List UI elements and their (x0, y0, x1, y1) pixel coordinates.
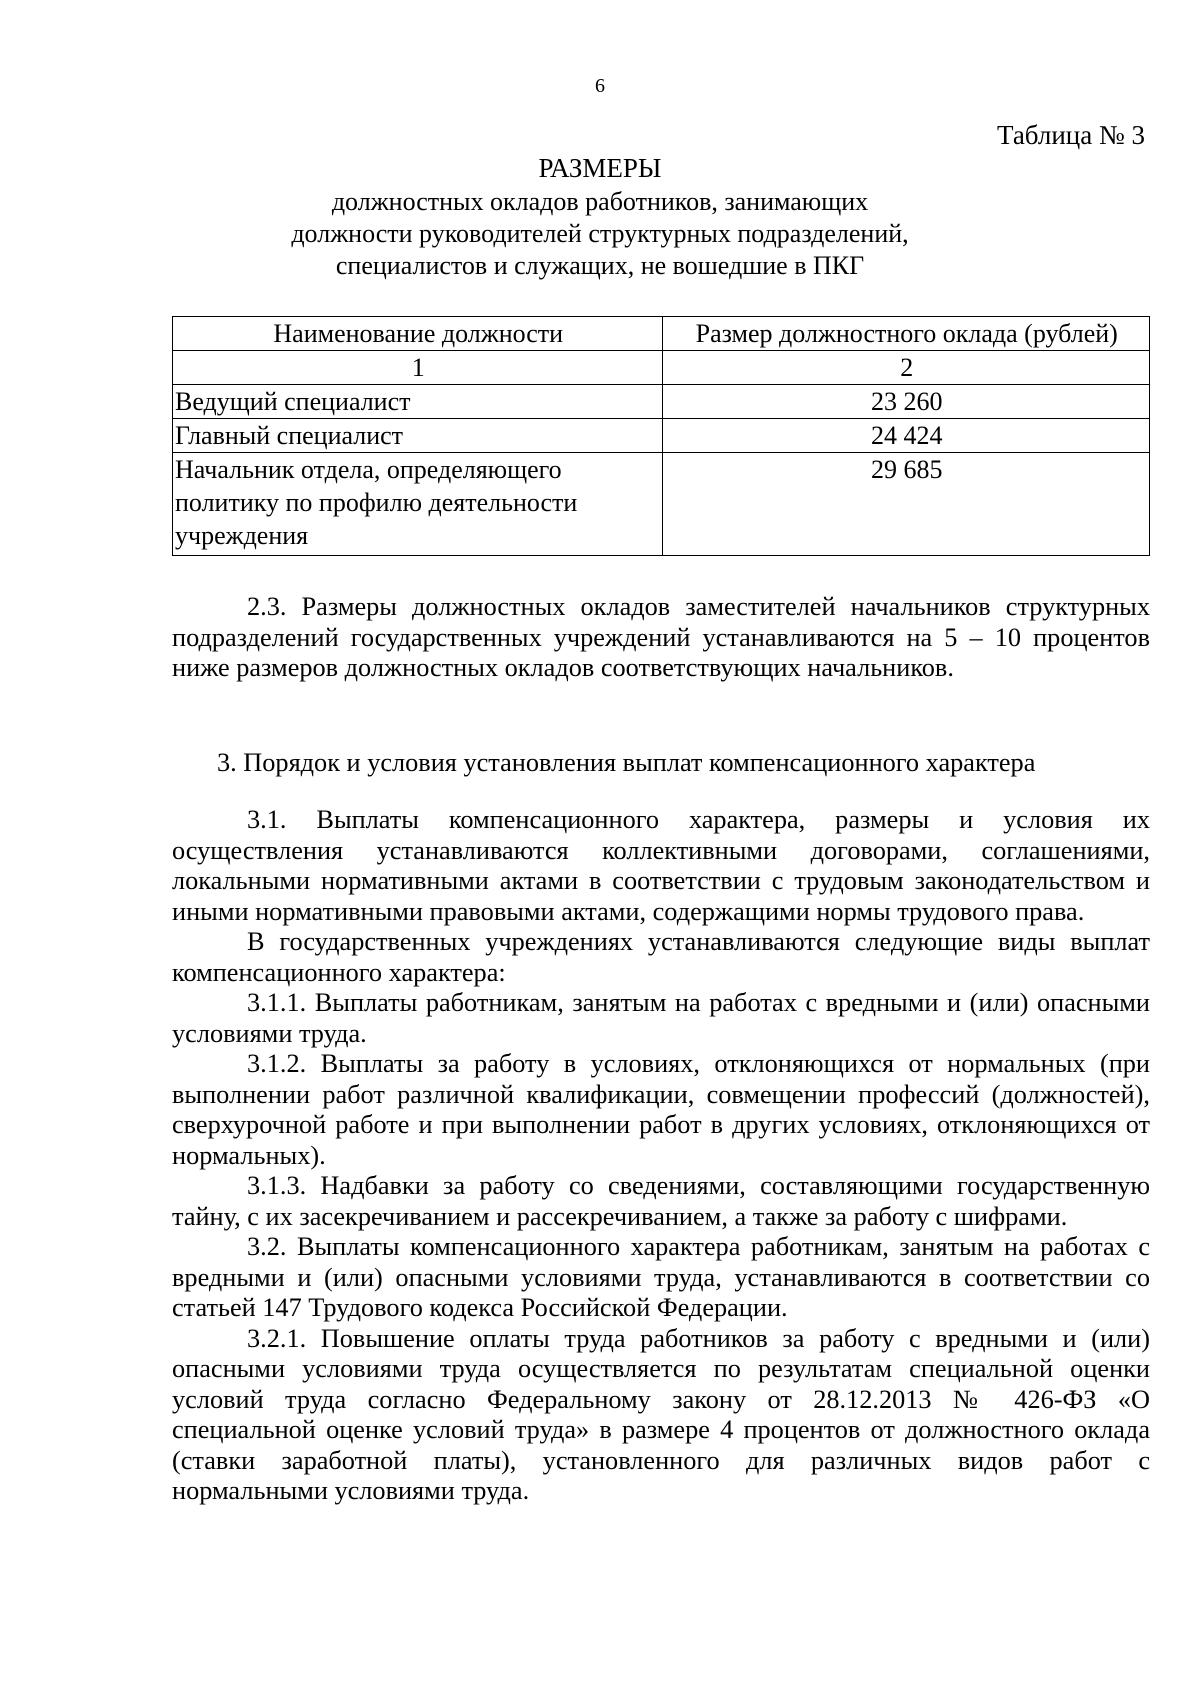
position-cell: Главный специалист (173, 419, 663, 453)
table-title-heading: РАЗМЕРЫ (538, 153, 662, 183)
paragraph-3-1-3: 3.1.3. Надбавки за работу со сведениями, составляющими государственную тайну, с их засекречиванием и рассекречиванием, а также за работу с шифрами. (172, 1171, 1150, 1231)
position-cell: Начальник отдела, определяющего политику по профилю деятельности учреждения (173, 453, 663, 556)
paragraph-3-2: 3.2. Выплаты компенсационного характера работникам, занятым на работах с вредными и (или) опасными условиями труда, устанавливаются в соответствии со статьей 147 Трудового кодекса Российской Федерации. (172, 1232, 1150, 1322)
paragraph-2-3: 2.3. Размеры должностных окладов заместителей начальников структурных подразделений государственных учреждений устанавливаются на 5 – 10 процентов ниже размеров должностных окладов соответствующих начальников. (172, 592, 1150, 682)
column-header-position: Наименование должности (173, 317, 663, 351)
salary-cell: 24 424 (662, 419, 1150, 453)
column-header-salary: Размер должностного оклада (рублей) (662, 317, 1150, 351)
section-3-body (172, 805, 1150, 1507)
title-line: должности руководителей структурных подразделений, (291, 219, 909, 248)
title-line: специалистов и служащих, не вошедшие в ПКГ (335, 251, 865, 280)
title-line: должностных окладов работников, занимающих (331, 187, 869, 216)
salary-table (172, 316, 1150, 556)
table-row (173, 385, 1150, 419)
salary-cell: 29 685 (662, 453, 1150, 556)
column-index: 1 (173, 351, 663, 385)
page-number: 6 (595, 75, 605, 97)
table-row (173, 453, 1150, 556)
position-cell: Ведущий специалист (173, 385, 663, 419)
paragraph-3-2-1: 3.2.1. Повышение оплаты труда работников за работу с вредными и (или) опасными условиями труда осуществляется по результатам специальной оценки условий труда согласно Федеральному закону от 28.12.2013 № 426-ФЗ «О специальной оценке условий труда» в размере 4 процентов от должностного оклада (ставки заработной платы), установленного для различных видов работ с нормальными условиями труда. (172, 1323, 1150, 1505)
paragraph-2-3-block (172, 592, 1150, 684)
table-index-row (173, 351, 1150, 385)
paragraph-3-1: 3.1. Выплаты компенсационного характера, размеры и условия их осуществления устанавливаются коллективными договорами, соглашениями, локальными нормативными актами в соответствии с трудовым законодательством и иными нормативными правовыми актами, содержащими нормы трудового права. (172, 805, 1150, 926)
table-label: Таблица № 3 (997, 120, 1145, 150)
column-index: 2 (662, 351, 1150, 385)
section-3-heading: 3. Порядок и условия установления выплат компенсационного характера (217, 748, 1036, 777)
salary-cell: 23 260 (662, 385, 1150, 419)
table-header-row (173, 317, 1150, 351)
paragraph-3-1-2: 3.1.2. Выплаты за работу в условиях, отклоняющихся от нормальных (при выполнении работ различной квалификации, совмещении профессий (должностей), сверхурочной работе и при выполнении работ в других условиях, отклоняющихся от нормальных). (172, 1049, 1150, 1170)
paragraph-3-1-1: 3.1.1. Выплаты работникам, занятым на работах с вредными и (или) опасными условиями труда. (172, 988, 1150, 1048)
paragraph-3-1-kinds: В государственных учреждениях устанавливаются следующие виды выплат компенсационного характера: (172, 927, 1150, 987)
table-row (173, 419, 1150, 453)
table-title-subtitle (250, 186, 950, 282)
